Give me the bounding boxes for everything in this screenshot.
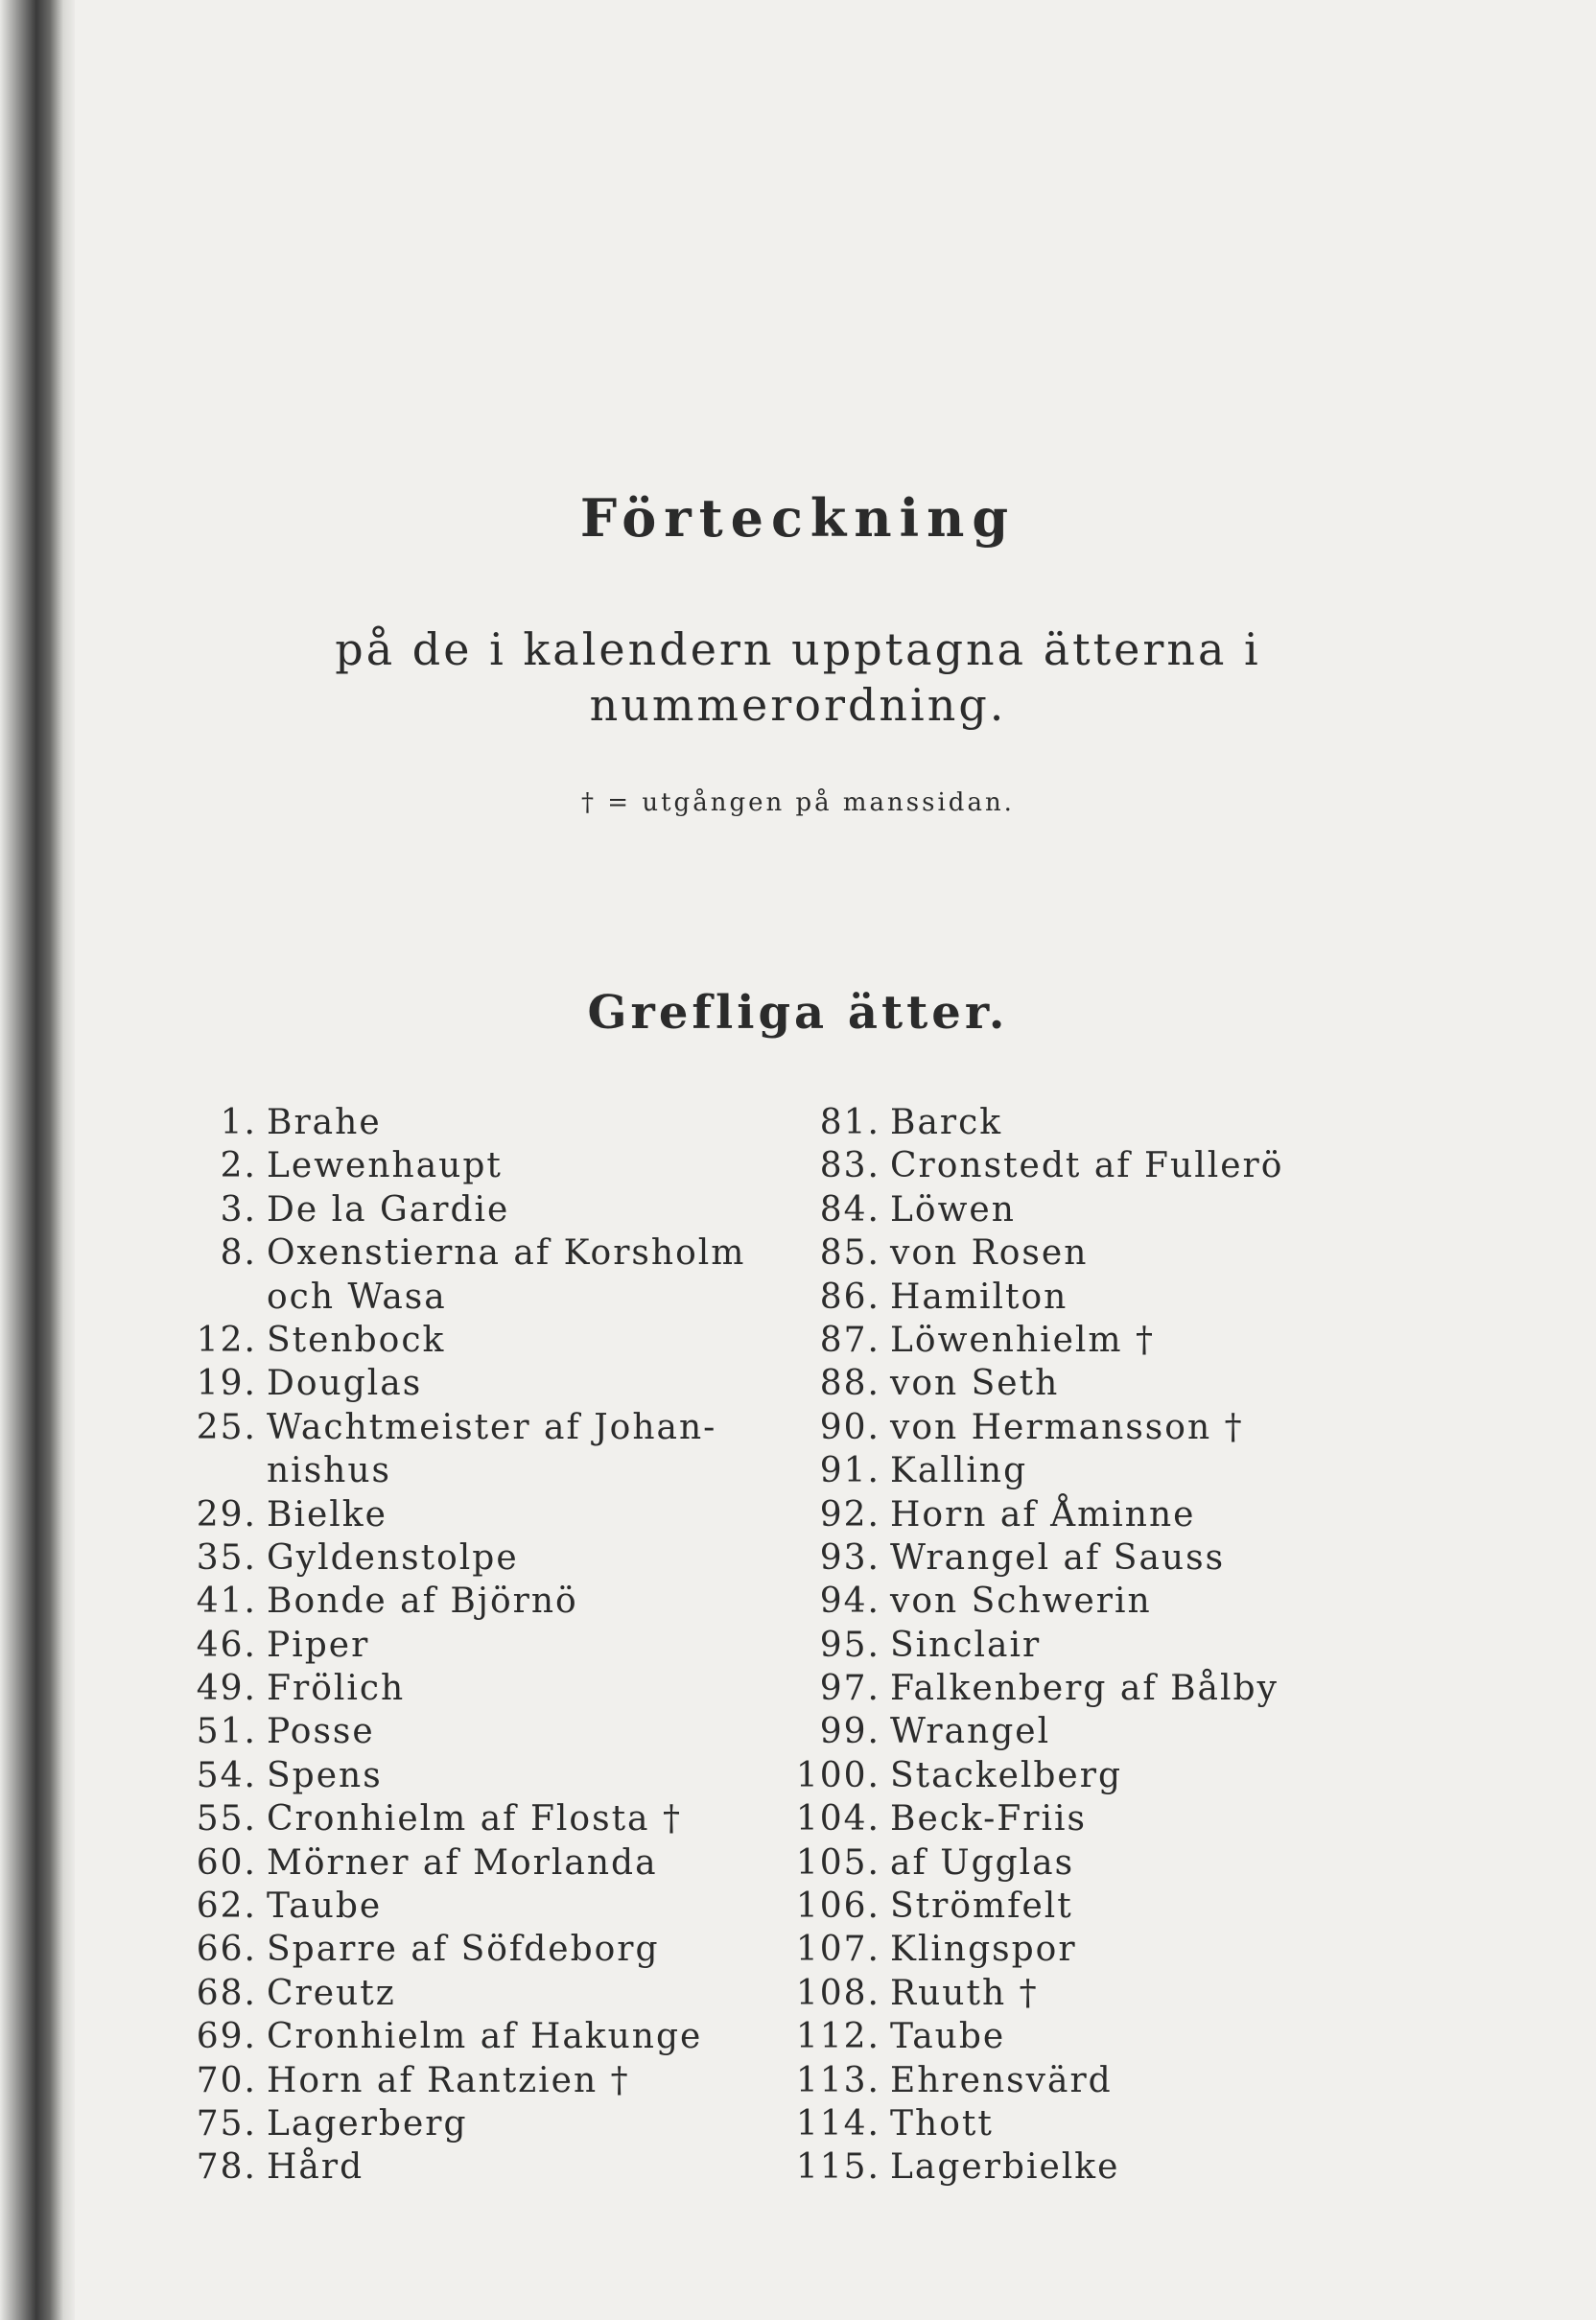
section-heading: Grefliga ätter.: [587, 986, 1009, 1040]
entry-name: Thott: [890, 2103, 994, 2144]
entry-name: Cronhielm af Hakunge: [267, 2017, 703, 2057]
entry-name: Frölich: [267, 1669, 406, 1709]
entry-name: Bielke: [267, 1494, 387, 1535]
list-item: [163, 2102, 739, 2145]
entry-number: 92.: [819, 1494, 880, 1535]
entry-number: 60.: [196, 1842, 257, 1883]
list-item: [777, 1928, 1352, 1971]
entry-number: 46.: [196, 1625, 257, 1665]
list-item: [777, 1710, 1352, 1753]
list-item: [163, 1841, 739, 1885]
list-item: [777, 1885, 1352, 1928]
entry-name: Barck: [890, 1103, 1003, 1142]
list-item: [777, 1972, 1352, 2015]
left-column: [163, 1101, 746, 2190]
list-item: [163, 1144, 739, 1187]
entry-name: Wrangel: [890, 1712, 1051, 1752]
entry-name: nishus: [267, 1451, 392, 1491]
entry-name: Kalling: [890, 1451, 1028, 1491]
entry-number: 55.: [196, 1799, 257, 1840]
list-item: [777, 2059, 1352, 2102]
list-item: [163, 1362, 739, 1405]
entry-name: af Ugglas: [890, 1842, 1075, 1883]
entry-name: och Wasa: [267, 1277, 447, 1317]
entry-name: Piper: [267, 1625, 370, 1665]
list-item: [777, 1624, 1352, 1667]
entry-name: von Rosen: [890, 1233, 1089, 1274]
entry-number: 54.: [196, 1755, 257, 1795]
list-item: [777, 1144, 1352, 1187]
entry-name: Taube: [267, 1886, 383, 1927]
list-item: [777, 2015, 1352, 2058]
list-item: [163, 1319, 739, 1362]
entry-name: Cronstedt af Fullerö: [890, 1146, 1284, 1186]
entry-name: Wrangel af Sauss: [890, 1537, 1226, 1578]
entry-name: von Seth: [890, 1364, 1060, 1404]
page-title: Förteckning: [579, 487, 1017, 549]
list-item: [777, 1667, 1352, 1710]
entry-name: von Schwerin: [890, 1582, 1152, 1622]
entry-number: 2.: [220, 1146, 257, 1186]
entry-number: 108.: [795, 1973, 880, 2013]
entry-name: Spens: [267, 1755, 383, 1795]
list-item: [777, 2102, 1352, 2145]
entry-name: Douglas: [267, 1364, 423, 1404]
entry-number: 106.: [795, 1886, 880, 1927]
entry-number: 85.: [819, 1233, 880, 1274]
entry-name: Taube: [890, 2017, 1006, 2057]
entry-number: 105.: [795, 1842, 880, 1883]
list-item: [777, 1276, 1352, 1319]
entry-name: Oxenstierna af Korsholm: [267, 1233, 746, 1274]
list-item: [163, 1188, 739, 1231]
list-item: [163, 2015, 739, 2058]
entry-name: Horn af Rantzien †: [267, 2060, 630, 2100]
entry-name: Bonde af Björnö: [267, 1582, 578, 1622]
entry-name: Lewenhaupt: [267, 1146, 503, 1186]
entry-name: Sinclair: [890, 1625, 1042, 1665]
list-item: [163, 1231, 746, 1275]
entry-name: Gyldenstolpe: [267, 1537, 519, 1578]
list-item: [777, 1580, 1352, 1623]
list-item: [777, 1188, 1352, 1231]
list-item: [163, 1536, 739, 1580]
entry-name: Lagerberg: [267, 2103, 468, 2144]
list-item: [163, 1928, 739, 1971]
entry-number: 88.: [819, 1364, 880, 1404]
entry-name: Ruuth †: [890, 1973, 1039, 2013]
entry-name: Löwenhielm †: [890, 1320, 1155, 1360]
entry-number: 41.: [196, 1582, 257, 1622]
entry-number: 25.: [196, 1407, 257, 1447]
entry-number: 113.: [795, 2060, 880, 2100]
subtitle-line-2: nummerordning.: [589, 679, 1007, 731]
entry-number: 99.: [819, 1712, 880, 1752]
entry-number: 91.: [819, 1451, 880, 1491]
entry-name: Posse: [267, 1712, 375, 1752]
entry-number: 86.: [819, 1277, 880, 1317]
list-item: [777, 1449, 1352, 1492]
entry-number: 94.: [819, 1582, 880, 1622]
entry-number: 100.: [795, 1755, 880, 1795]
entry-name: Stenbock: [267, 1320, 446, 1360]
entry-number: 35.: [196, 1537, 257, 1578]
entry-number: 83.: [819, 1146, 880, 1186]
entry-name: Horn af Åminne: [890, 1494, 1196, 1535]
right-column: [777, 1101, 1352, 2190]
entry-number: 51.: [196, 1712, 257, 1752]
list-item: [163, 1754, 739, 1797]
entry-number: 66.: [196, 1930, 257, 1970]
entry-name: Strömfelt: [890, 1886, 1073, 1927]
entry-number: 90.: [819, 1407, 880, 1447]
list-item: [777, 1754, 1352, 1797]
entry-name: Mörner af Morlanda: [267, 1842, 658, 1883]
subtitle-line-1: på de i kalendern upptagna ätterna i: [335, 623, 1261, 675]
list-item: [163, 1667, 739, 1710]
entry-name: Creutz: [267, 1973, 396, 2013]
list-item: [163, 1449, 739, 1492]
entry-name: von Hermansson †: [890, 1407, 1244, 1447]
list-item: [777, 1797, 1352, 1840]
list-item: [777, 1231, 1352, 1275]
list-item: [777, 1101, 1352, 1144]
entry-number: 93.: [819, 1537, 880, 1578]
list-item: [777, 1536, 1352, 1580]
list-item: [163, 1797, 739, 1840]
list-item: [163, 1580, 739, 1623]
legend-note: † = utgången på manssidan.: [581, 788, 1015, 817]
entry-number: 8.: [220, 1233, 257, 1274]
entry-number: 12.: [196, 1320, 257, 1360]
entry-name: Stackelberg: [890, 1755, 1122, 1795]
entry-number: 75.: [196, 2103, 257, 2144]
entry-number: 49.: [196, 1669, 257, 1709]
entry-number: 104.: [795, 1799, 880, 1840]
list-item: [163, 1624, 739, 1667]
list-item: [777, 2145, 1352, 2189]
list-item: [163, 1885, 739, 1928]
entry-number: 29.: [196, 1494, 257, 1535]
entry-number: 69.: [196, 2017, 257, 2057]
entry-number: 19.: [196, 1364, 257, 1404]
entry-number: 95.: [819, 1625, 880, 1665]
entry-number: 115.: [795, 2147, 880, 2188]
entry-name: De la Gardie: [267, 1189, 510, 1230]
entry-number: 78.: [196, 2147, 257, 2188]
list-item: [777, 1362, 1352, 1405]
list-item: [163, 1493, 739, 1536]
list-item: [163, 1406, 739, 1449]
entry-name: Wachtmeister af Johan-: [267, 1407, 717, 1447]
entry-name: Lagerbielke: [890, 2147, 1120, 2188]
entry-number: 97.: [819, 1669, 880, 1709]
entry-name: Hård: [267, 2147, 364, 2188]
entry-number: 84.: [819, 1189, 880, 1230]
list-item: [777, 1406, 1352, 1449]
entry-name: Falkenberg af Bålby: [890, 1669, 1279, 1709]
list-item: [777, 1319, 1352, 1362]
entry-name: Ehrensvärd: [890, 2060, 1113, 2100]
entry-number: 114.: [795, 2103, 880, 2144]
book-binding-edge: [0, 0, 75, 2320]
list-item: [163, 1101, 739, 1144]
entry-name: Hamilton: [890, 1277, 1068, 1317]
entry-number: 68.: [196, 1973, 257, 2013]
list-item: [163, 1972, 739, 2015]
entry-number: 87.: [819, 1320, 880, 1360]
entry-number: 81.: [819, 1103, 880, 1142]
list-item: [163, 2059, 739, 2102]
entry-name: Brahe: [267, 1103, 382, 1142]
entry-number: 112.: [795, 2017, 880, 2057]
entry-name: Sparre af Söfdeborg: [267, 1930, 660, 1970]
entry-number: 70.: [196, 2060, 257, 2100]
entry-number: 3.: [220, 1189, 257, 1230]
entry-name: Klingspor: [890, 1930, 1077, 1970]
list-item: [163, 1710, 739, 1753]
list-item: [163, 1276, 739, 1319]
entry-name: Löwen: [890, 1189, 1016, 1230]
entry-name: Cronhielm af Flosta †: [267, 1799, 682, 1840]
list-item: [163, 2145, 739, 2189]
list-item: [777, 1841, 1352, 1885]
entry-number: 62.: [196, 1886, 257, 1927]
entry-number: 107.: [795, 1930, 880, 1970]
entry-number: 1.: [220, 1103, 257, 1142]
entry-name: Beck-Friis: [890, 1799, 1087, 1840]
list-item: [777, 1493, 1352, 1536]
